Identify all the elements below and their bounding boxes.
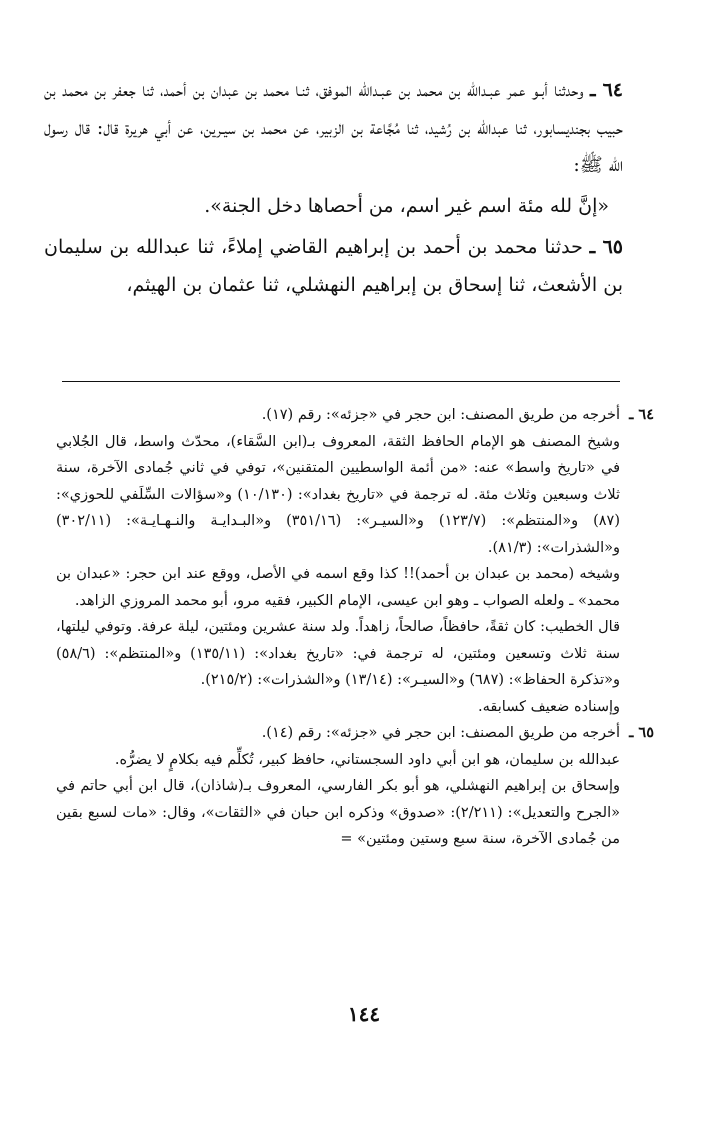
note-65-abdullah: عبدالله بن سليمان، هو ابن أبي داود السجستاني، حافظ كبير، تُكلِّم فيه بكلامٍ لا يضرُّه. xyxy=(114,751,620,768)
hadith-65-paragraph xyxy=(44,229,623,304)
note-64-sheikh-of-sheikh: وشيخه (محمد بن عبدان بن أحمد)!! كذا وقع اسمه في الأصل، ووقع عند ابن حجر: «عبدان بن محمد» ـ ولعله الصواب ـ وهو ابن عيسى، الإمام الكبير، فقيه مرو، أبو محمد المروزي الزاهد. xyxy=(56,566,620,609)
hadith-64-paragraph xyxy=(44,72,623,185)
note-65-source: أخرجه من طريق المصنف: ابن حجر في «جزئه»: رقم (١٤). xyxy=(261,725,620,741)
footnote-separator-line xyxy=(62,381,620,382)
note-64-first-line xyxy=(56,402,654,429)
note-64-source: أخرجه من طريق المصنف: ابن حجر في «جزئه»: رقم (١٧). xyxy=(261,407,620,423)
hadith-65-number: ٦٥ ـ xyxy=(589,236,623,258)
note-64-number: ٦٤ ـ xyxy=(629,406,654,423)
note-65-first-line xyxy=(56,720,654,747)
main-text-block xyxy=(44,72,623,304)
page-number: ١٤٤ xyxy=(347,1002,381,1026)
hadith-65-text: حدثنا محمد بن أحمد بن إبراهيم القاضي إملاءً، ثنا عبدالله بن سليمان بن الأشعث، ثنا إسحاق بن إبراهيم النهشلي، ثنا عثمان بن الهيثم، xyxy=(44,236,623,296)
note-65-ishaq: وإسحاق بن إبراهيم النهشلي، هو أبو بكر الفارسي، المعروف بـ(شاذان)، قال ابن أبي حاتم في «الجرح والتعديل»: (٢/٢١١): «صدوق» وذكره ابن حبان في «الثقات»، وقال: «مات لسبع بقين من جُمادى الآخرة، سنة سبع وستين ومئتين» = xyxy=(56,778,620,847)
hadith-64-text: وحدثنا أبـو عمر عبـدالله بن محمد بن عبـدالله الموفق، ثنـا محمد بن عبدان بن أحمد، ثنا جعفر بن محمد بن حبيب بجنديسابور، ثنا عبدالله بن رُشيد، ثنا مُجَّاعة بن الزبير، عن محمد بن سيـرين، عن أبي هريرة قال: قال رسول الله ﷺ: xyxy=(44,79,623,176)
note-64-grading: وإسناده ضعيف كسابقه. xyxy=(478,698,620,715)
note-65-number: ٦٥ ـ xyxy=(629,724,654,741)
hadith-64-number: ٦٤ ـ xyxy=(590,79,623,101)
hadith-64-quote: «إنَّ لله مئة اسم غير اسم، من أحصاها دخل الجنة». xyxy=(204,194,609,217)
note-64-khatib: قال الخطيب: كان ثقةً، حافظاً، صالحاً، زاهداً. ولد سنة عشرين ومئتين، ليلة عرفة. وتوفي ليلتها، سنة ثلاث وتسعين ومئتين، له ترجمة في: «تاريخ بغداد»: (١٣٥/١١) و«المنتظم»: (٥٨/٦) و«تذكرة الحفاظ»: (٦٨٧) و«السيـر»: (١٣/١٤) و«الشذرات»: (٢١٥/٢). xyxy=(56,619,620,688)
note-64-sheikh: وشيخ المصنف هو الإمام الحافظ الثقة، المعروف بـ(ابن السَّقاء)، محدّث واسط، قال الجُلابي في «تاريخ واسط» عنه: «من أئمة الواسطيين المتقنين»، توفي في ثاني جُمادى الآخرة، سنة ثلاث وسبعين وثلاث مئة. له ترجمة في «تاريخ بغداد»: (١٠/١٣٠) و«سؤالات السِّلَفي للحوزي»: (٨٧) و«المنتظم»: (١٢٣/٧) و«السيـر»: (٣٥١/١٦) و«البـدايـة والنـهـايـة»: (٣٠٢/١١) و«الشذرات»: (٨١/٣). xyxy=(56,433,620,556)
footnotes-block xyxy=(56,402,654,853)
